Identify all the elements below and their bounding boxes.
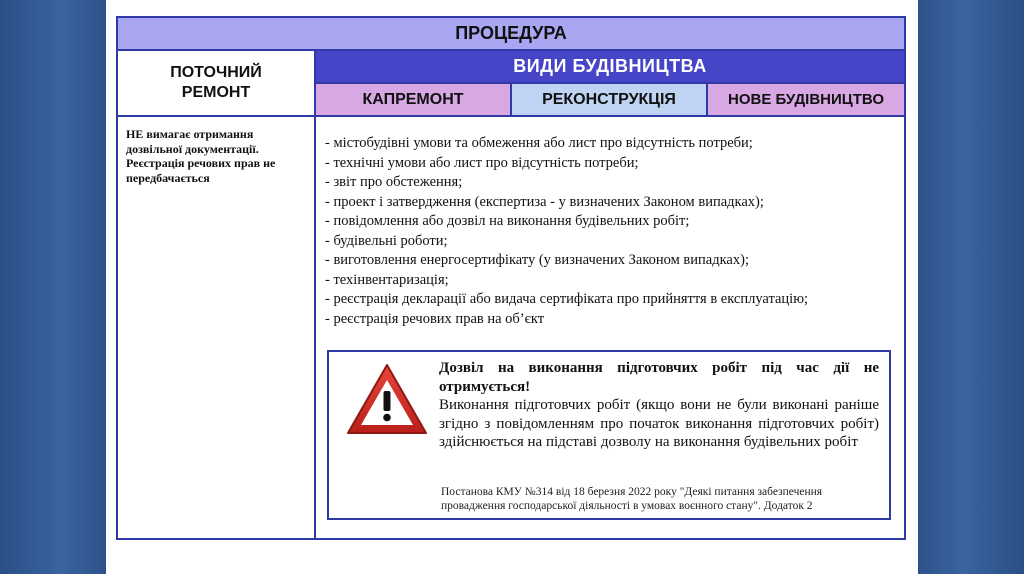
step-item: - виготовлення енергосертифікату (у визначених Законом випадках); (325, 252, 749, 268)
procedure-steps-cell (316, 117, 904, 538)
current-repair-header: ПОТОЧНИЙ РЕМОНТ (118, 51, 316, 117)
step-item: - повідомлення або дозвіл на виконання будівельних робіт; (325, 213, 690, 229)
warning-body: Виконання підготовчих робіт (якщо вони не були виконані раніше згідно з повідомленням про початок виконання підготовчих робіт) здійснюється на підставі дозволу на виконання будівельних робіт (439, 397, 879, 450)
construction-types-header: ВИДИ БУДІВНИЦТВА (316, 51, 904, 84)
step-item: - містобудівні умови та обмеження або лист про відсутність потреби; (325, 135, 753, 151)
procedure-header: ПРОЦЕДУРА (118, 18, 904, 51)
type-capital-repair: КАПРЕМОНТ (316, 84, 512, 117)
step-item: - реєстрація речових прав на об’єкт (325, 310, 545, 327)
step-item: - реєстрація декларації або видача сертифіката про прийняття в експлуатацію; (325, 291, 809, 307)
warning-triangle-icon (345, 362, 429, 436)
warning-text (439, 359, 879, 452)
warning-box (327, 350, 891, 520)
warning-reference: Постанова КМУ №314 від 18 березня 2022 року "Деякі питання забезпечення провадження господарської діяльності в умовах воєнного стану". Додаток 2 (441, 486, 823, 512)
step-item: - звіт про обстеження; (325, 174, 463, 190)
procedure-steps-list (325, 134, 886, 329)
current-repair-text: НЕ вимагає отримання дозвільної документації. Реєстрація речових прав не передбачається (118, 117, 316, 538)
procedure-table (116, 16, 906, 540)
type-reconstruction: РЕКОНСТРУКЦІЯ (512, 84, 708, 117)
step-item: - технічні умови або лист про відсутність потреби; (325, 154, 639, 171)
step-item: - проект і затвердження (експертиза - у визначених Законом випадках); (325, 193, 764, 210)
type-new-construction: НОВЕ БУДІВНИЦТВО (708, 84, 904, 117)
step-item: - будівельні роботи; (325, 232, 448, 249)
warning-title: Дозвіл на виконання підготовчих робіт під час дії не отримується! (439, 360, 879, 395)
step-item: - техінвентаризація; (325, 271, 449, 288)
slide (106, 0, 918, 574)
